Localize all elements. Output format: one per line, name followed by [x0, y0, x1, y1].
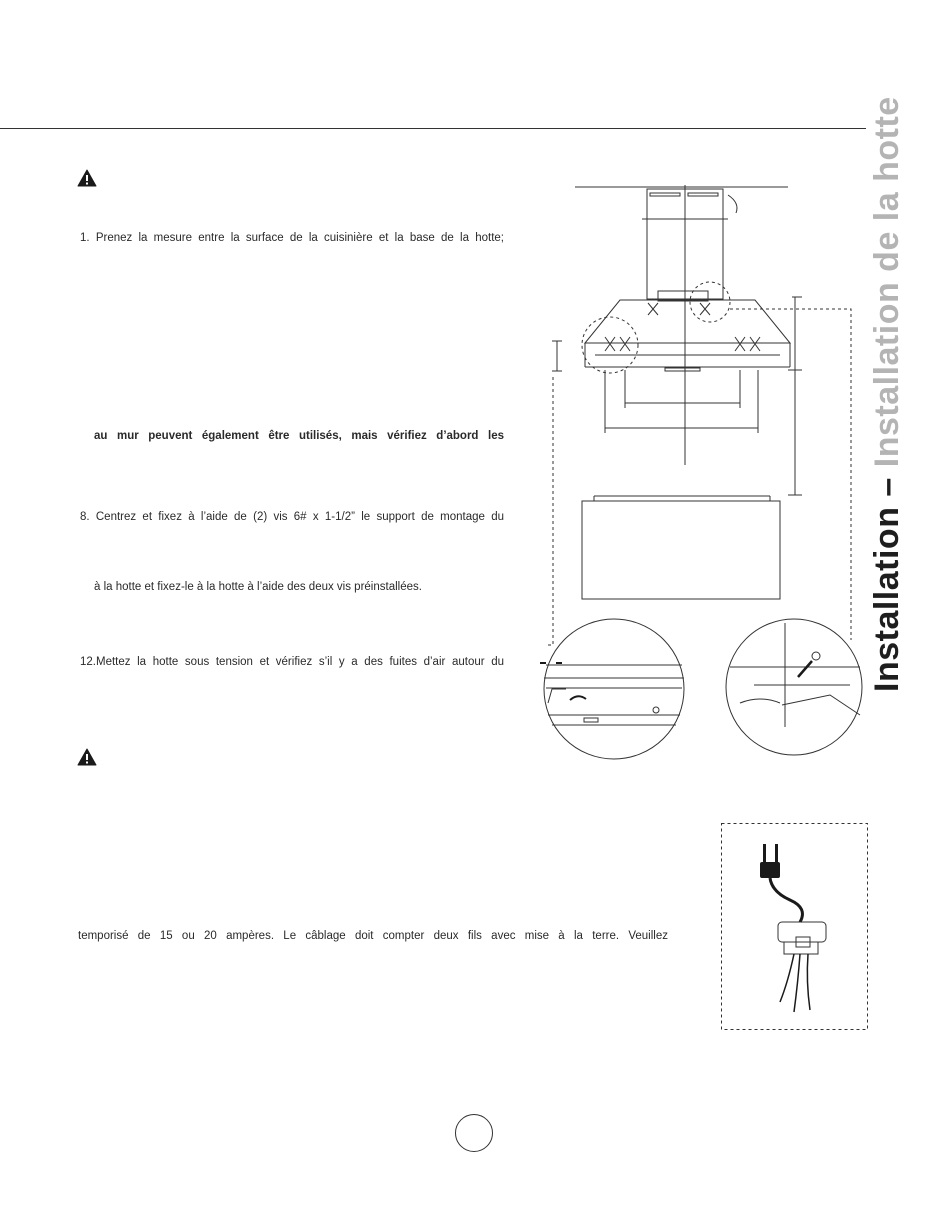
power-cord-plug-diagram — [720, 822, 870, 1032]
wiring-text: temporisé de 15 ou 20 ampères. Le câblage doit compter deux fils avec mise à la terre. Veuillez — [78, 930, 668, 942]
section-side-title — [868, 96, 907, 692]
side-title-part2: Installation de la hotte — [868, 96, 906, 468]
header-rule — [0, 128, 866, 129]
side-title-part1: Installation – — [868, 467, 906, 692]
step-12-text: 12.Mettez la hotte sous tension et vérifiez s’il y a des fuites d’air autour du — [80, 656, 504, 668]
plug-head-icon — [760, 862, 780, 878]
warning-triangle-icon — [77, 748, 97, 766]
step-8-text: 8. Centrez et fixez à l’aide de (2) vis 6# x 1-1/2” le support de montage du — [80, 511, 504, 523]
warning-triangle-icon — [77, 169, 97, 187]
attach-note-text: à la hotte et fixez-le à la hotte à l’aide des deux vis préinstallées. — [94, 581, 422, 593]
step-1-text: 1. Prenez la mesure entre la surface de la cuisinière et la base de la hotte; — [80, 232, 504, 244]
mount-note-text: au mur peuvent également être utilisés, mais vérifiez d’abord les — [94, 430, 504, 442]
page-number-badge — [455, 1114, 493, 1152]
hood-installation-diagram — [530, 175, 870, 760]
